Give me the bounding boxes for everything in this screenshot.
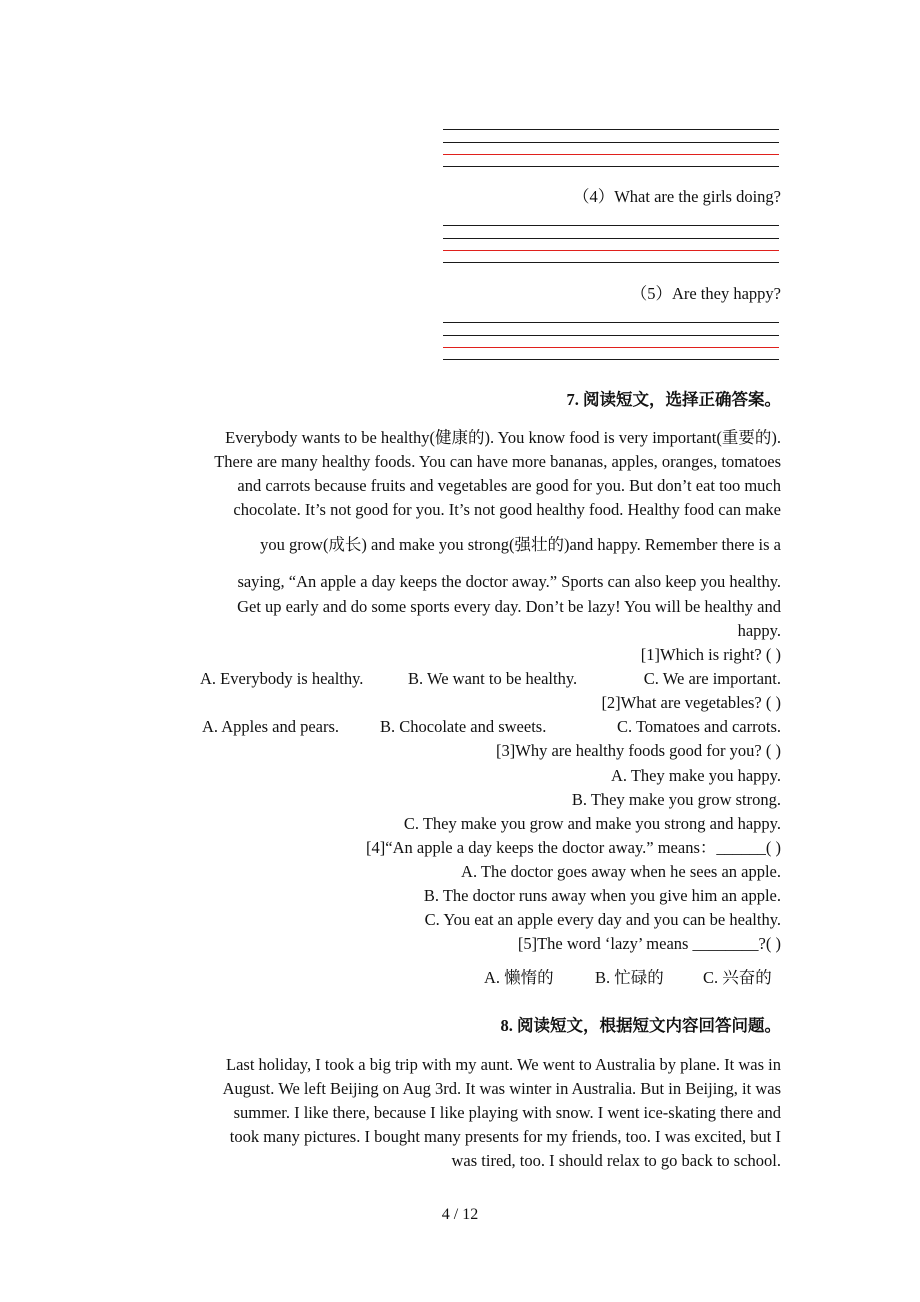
answer-line <box>443 154 779 155</box>
question-text: [1]Which is right? ( ) <box>640 645 781 664</box>
answer-line <box>443 142 779 143</box>
question-4: （4）What are the girls doing? <box>572 187 781 206</box>
option-b: B. We want to be healthy. <box>408 669 578 688</box>
question-text: [5]The word ‘lazy’ means ________?( ) <box>517 934 781 953</box>
option-c: C. We are important. <box>643 669 781 688</box>
answer-line <box>443 335 779 336</box>
passage-line: Everybody wants to be healthy(健康的). You know food is very important(重要的). <box>225 428 781 447</box>
answer-line <box>443 359 779 360</box>
passage-line: summer. I like there, because I like playing with snow. I went ice-skating there and <box>233 1103 781 1122</box>
passage-line: There are many healthy foods. You can have more bananas, apples, oranges, tomatoes <box>214 452 781 471</box>
option-a: A. Apples and pears. <box>202 717 340 736</box>
option-b: B. 忙碌的 <box>595 968 664 987</box>
option-b: B. Chocolate and sweets. <box>380 717 547 736</box>
question-5: （5）Are they happy? <box>630 284 781 303</box>
passage-line: saying, “An apple a day keeps the doctor away.” Sports can also keep you healthy. <box>237 572 781 591</box>
passage-line: Get up early and do some sports every day. Don’t be lazy! You will be healthy and <box>237 597 781 616</box>
passage-line: Last holiday, I took a big trip with my aunt. We went to Australia by plane. It was in <box>226 1055 781 1074</box>
option-c: C. They make you grow and make you strong and happy. <box>403 814 781 833</box>
question-text: [3]Why are healthy foods good for you? ( ) <box>496 741 781 760</box>
option-c: C. 兴奋的 <box>703 968 772 987</box>
answer-line <box>443 322 779 323</box>
passage-line: was tired, too. I should relax to go back to school. <box>451 1151 781 1170</box>
answer-line <box>443 250 779 251</box>
option-c: C. Tomatoes and carrots. <box>617 717 781 736</box>
answer-line <box>443 225 779 226</box>
section-7-title: 7. 阅读短文，选择正确答案。 <box>566 390 781 409</box>
passage-line: and carrots because fruits and vegetables are good for you. But don’t eat too much <box>237 476 781 495</box>
answer-line <box>443 166 779 167</box>
question-text: [4]“An apple a day keeps the doctor away.” means：______( ) <box>366 838 781 857</box>
answer-line <box>443 347 779 348</box>
option-a: A. The doctor goes away when he sees an apple. <box>461 862 781 881</box>
question-text: [2]What are vegetables? ( ) <box>601 693 781 712</box>
passage-line: August. We left Beijing on Aug 3rd. It was winter in Australia. But in Beijing, it was <box>222 1079 781 1098</box>
passage-line: happy. <box>737 621 781 640</box>
answer-line <box>443 129 779 130</box>
section-8-title: 8. 阅读短文，根据短文内容回答问题。 <box>500 1016 781 1035</box>
option-a: A. They make you happy. <box>610 766 781 785</box>
option-b: B. They make you grow strong. <box>571 790 781 809</box>
answer-line <box>443 262 779 263</box>
passage-line: chocolate. It’s not good for you. It’s not good healthy food. Healthy food can make <box>233 500 781 519</box>
option-a: A. Everybody is healthy. <box>200 669 364 688</box>
option-c: C. You eat an apple every day and you can be healthy. <box>424 910 781 929</box>
page-number: 4 / 12 <box>441 1206 479 1223</box>
passage-line: you grow(成长) and make you strong(强壮的)and happy. Remember there is a <box>260 535 781 554</box>
option-b: B. The doctor runs away when you give him an apple. <box>423 886 781 905</box>
answer-line <box>443 238 779 239</box>
passage-line: took many pictures. I bought many presents for my friends, too. I was excited, but I <box>229 1127 781 1146</box>
option-a: A. 懒惰的 <box>484 968 554 987</box>
